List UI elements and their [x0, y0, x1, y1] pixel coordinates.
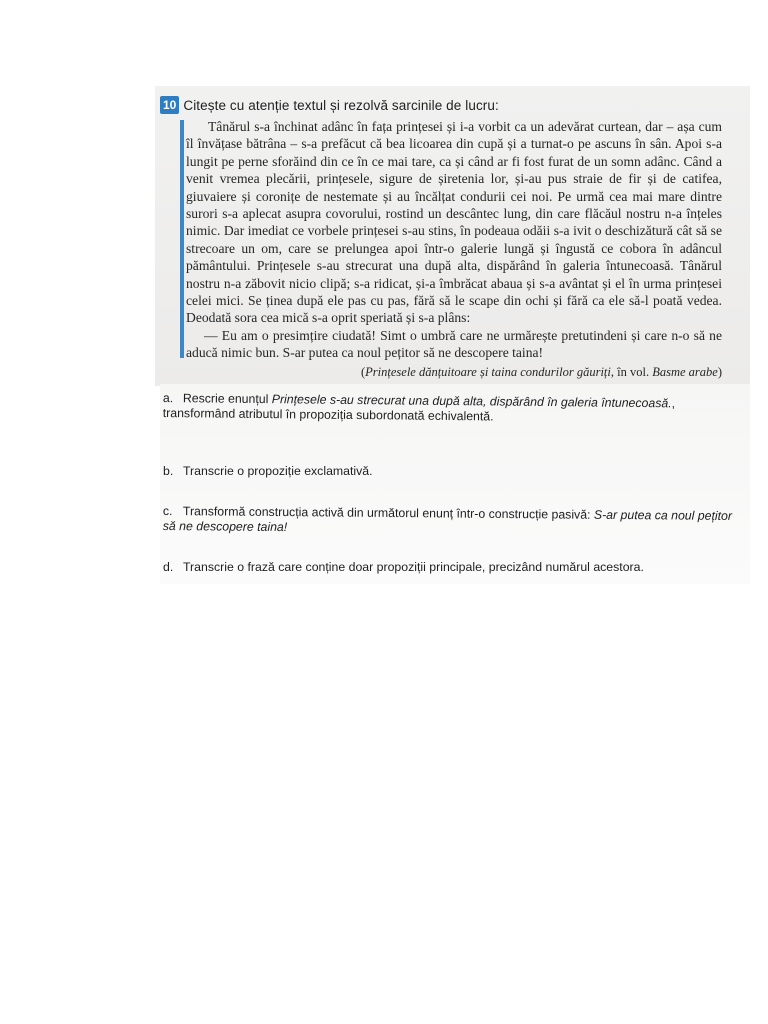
source-volume: Basme arabe [652, 364, 718, 379]
task-header [160, 96, 499, 114]
passage-paragraph-text: Tânărul s-a închinat adânc în fața prințesei și i-a vorbit ca un adevărat curtean, dar – așa cum îl învățase bătrâna – s-a prefăcut că bea licoarea din cupă și a turnat-o pe ascuns în sân. Apoi s-a lungit pe perne sforăind din ce în ce mai tare, ca și când ar fi fost furat de un somn adânc. Când a venit vremea plecării, prințesele, sigure de șiretenia lor, și-au pus straie de fir și de catifea, giuvaiere și coronițe de nestemate și au încălțat condurii cei noi. Pe urmă cea mai mare dintre surori s-a aplecat asupra covorului, rostind un descântec lung, din care flăcăul nostru n-a înțeles nimic. Dar imediat ce vorbele prințesei s-au stins, în podeaua odăii s-a ivit o deschizătură cât să se strecoare un om, care se prelungea apoi într-o galerie lungă și îngustă ce cobora în adâncul pământului. Prințesele s-au strecurat una după alta, dispărând în galeria întunecoasă. Tânărul nostru n-a zăbovit nicio clipă; s-a ridicat, și-a îmbrăcat abaua și s-a avântat și el în urma prințesei celei mici. Se ținea după ele pas cu pas, fără să le scape din ochi și fără ca ele să-l poată vedea. Deodată sora cea mică s-a oprit speriată și s-a plâns: [186, 119, 722, 326]
question-letter: c. [162, 504, 173, 519]
source-title: Prințesele dănțuitoare și taina condurilor găuriți [365, 364, 611, 379]
question-quote: S-ar putea ca noul pețitor să ne descopere taina! [162, 507, 733, 535]
reading-passage [180, 118, 722, 380]
question-text: Transformă construcția activă din următorul enunț într-o construcție pasivă: [182, 504, 594, 522]
question-a [163, 391, 748, 427]
question-d [163, 560, 748, 575]
question-letter: b. [163, 464, 174, 478]
question-text: Rescrie enunțul [182, 391, 272, 407]
passage-paragraph [180, 118, 722, 327]
passage-dialogue [180, 327, 722, 362]
question-b [163, 464, 748, 479]
passage-dialogue-text: — Eu am o presimțire ciudată! Simt o umbră care ne urmărește pretutindeni și care n-o să ne aducă nimic bun. S-ar putea ca noul pețitor să ne descopere taina! [186, 327, 722, 361]
task-title: Citește cu atenție textul și rezolvă sarcinile de lucru: [183, 97, 499, 113]
question-text: Transcrie o frază care conține doar propoziții principale, precizând numărul acestora. [183, 560, 644, 574]
question-c [163, 504, 748, 539]
question-letter: a. [162, 391, 174, 406]
question-text-end: , transformând atributul în propoziția subordonată echivalentă. [162, 396, 676, 424]
question-quote: Prințesele s-au strecurat una după alta, dispărând în galeria întunecoasă. [271, 392, 672, 411]
passage-source: (Prințesele dănțuitoare și taina condurilor găuriți, în vol. Basme arabe) [360, 364, 722, 379]
question-text: Transcrie o propoziție exclamativă. [183, 464, 373, 478]
question-letter: d. [163, 560, 174, 574]
task-number-badge: 10 [160, 96, 179, 114]
